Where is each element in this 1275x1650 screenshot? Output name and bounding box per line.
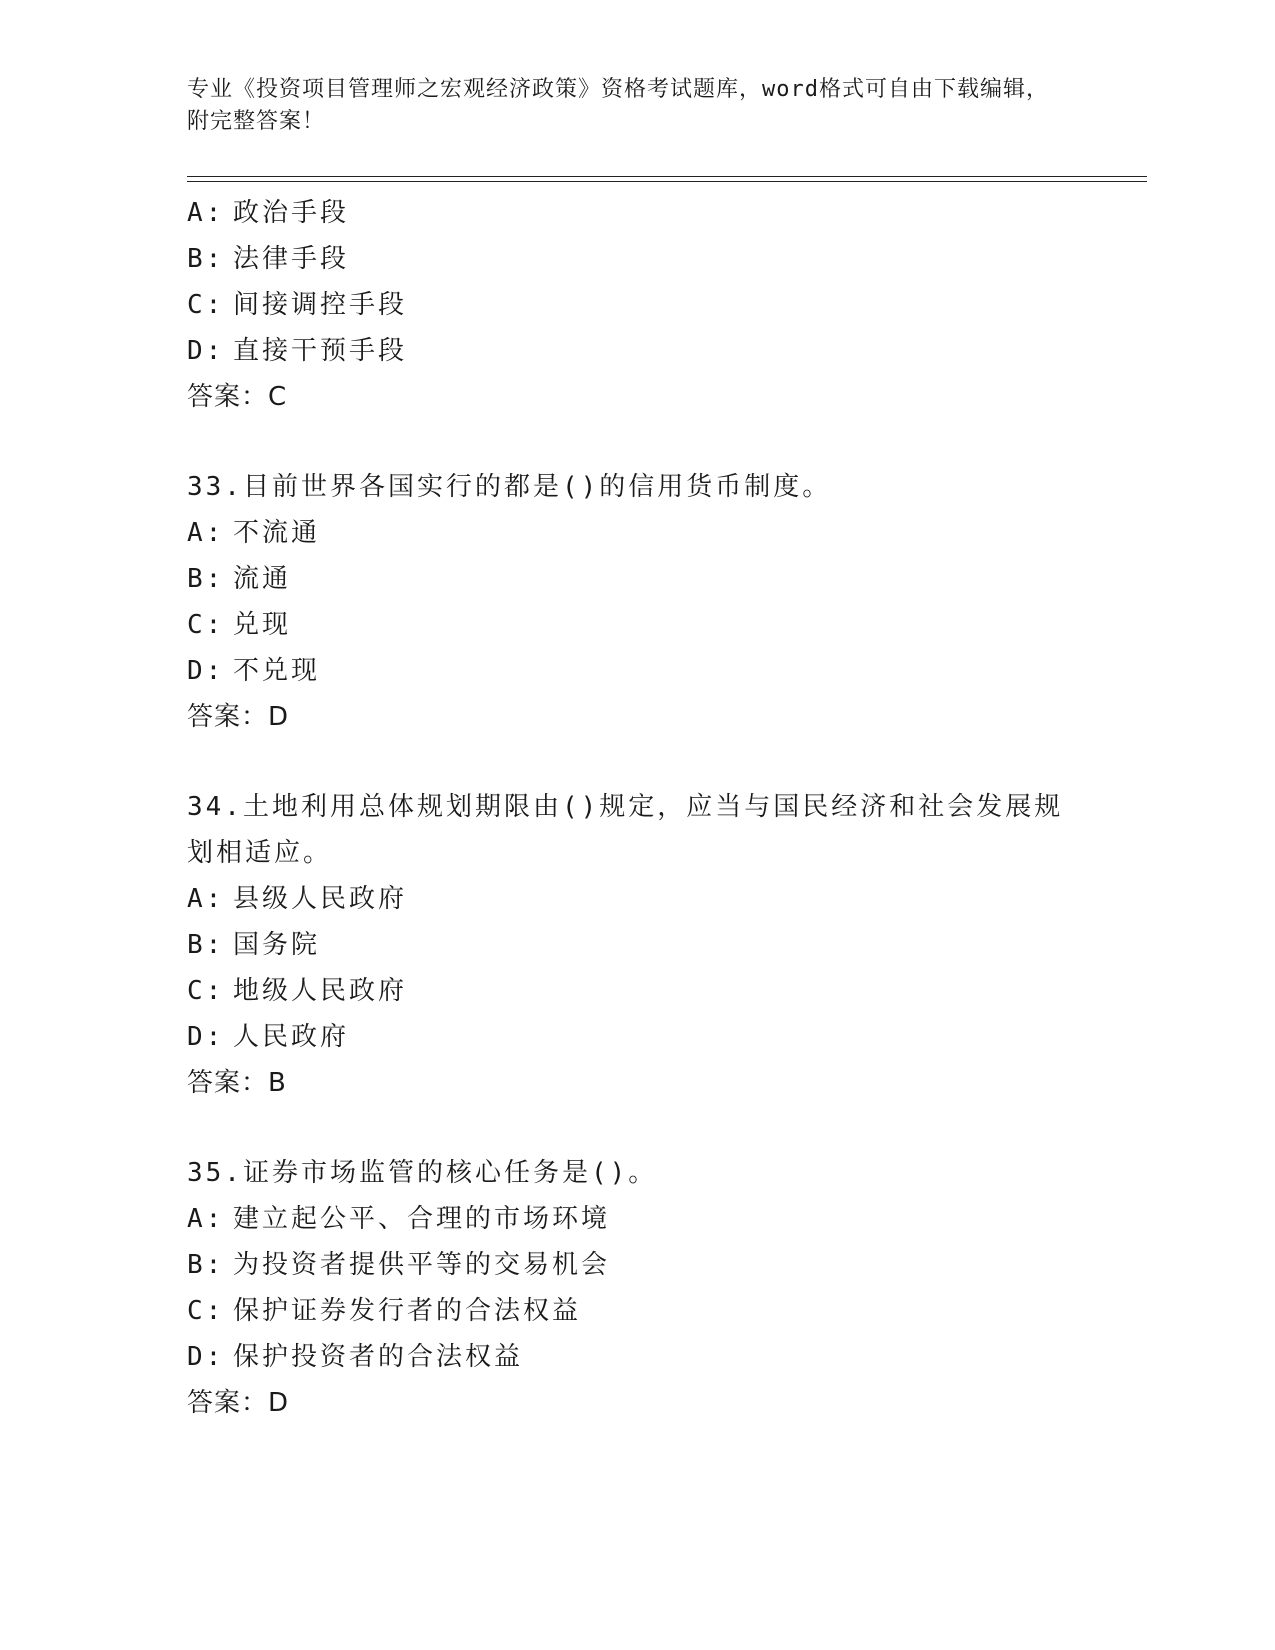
option-c: C: 兑现	[187, 610, 292, 640]
question-block-continued	[187, 190, 1087, 420]
option-d: D: 不兑现	[187, 656, 321, 686]
option-c: C: 地级人民政府	[187, 976, 408, 1006]
option-d: D: 人民政府	[187, 1022, 350, 1052]
answer-line: 答案：B	[187, 1068, 287, 1098]
option-a: A: 建立起公平、合理的市场环境	[187, 1204, 611, 1234]
option-b: B: 国务院	[187, 930, 321, 960]
answer-line: 答案：D	[187, 1388, 290, 1418]
header-divider-bottom	[187, 181, 1147, 182]
question-text: 35.证券市场监管的核心任务是()。	[187, 1158, 658, 1188]
option-c: C: 保护证券发行者的合法权益	[187, 1296, 582, 1326]
answer-line: 答案：C	[187, 382, 288, 412]
option-c: C: 间接调控手段	[187, 290, 408, 320]
option-a: A: 县级人民政府	[187, 884, 408, 914]
option-b: B: 流通	[187, 564, 292, 594]
option-d: D: 直接干预手段	[187, 336, 408, 366]
question-text: 34.土地利用总体规划期限由()规定，应当与国民经济和社会发展规划相适应。	[187, 792, 1064, 868]
option-a: A: 不流通	[187, 518, 321, 548]
answer-line: 答案：D	[187, 702, 290, 732]
option-b: B: 法律手段	[187, 244, 350, 274]
header-divider-top	[187, 176, 1147, 177]
question-block-34	[187, 784, 1087, 1106]
question-block-33	[187, 464, 1087, 740]
option-a: A: 政治手段	[187, 198, 350, 228]
question-text: 33.目前世界各国实行的都是()的信用货币制度。	[187, 472, 832, 502]
option-d: D: 保护投资者的合法权益	[187, 1342, 524, 1372]
question-list	[187, 190, 1087, 1426]
question-block-35	[187, 1150, 1087, 1426]
option-b: B: 为投资者提供平等的交易机会	[187, 1250, 611, 1280]
document-header: 专业《投资项目管理师之宏观经济政策》资格考试题库，word格式可自由下载编辑，附完整答案！	[187, 77, 1049, 134]
